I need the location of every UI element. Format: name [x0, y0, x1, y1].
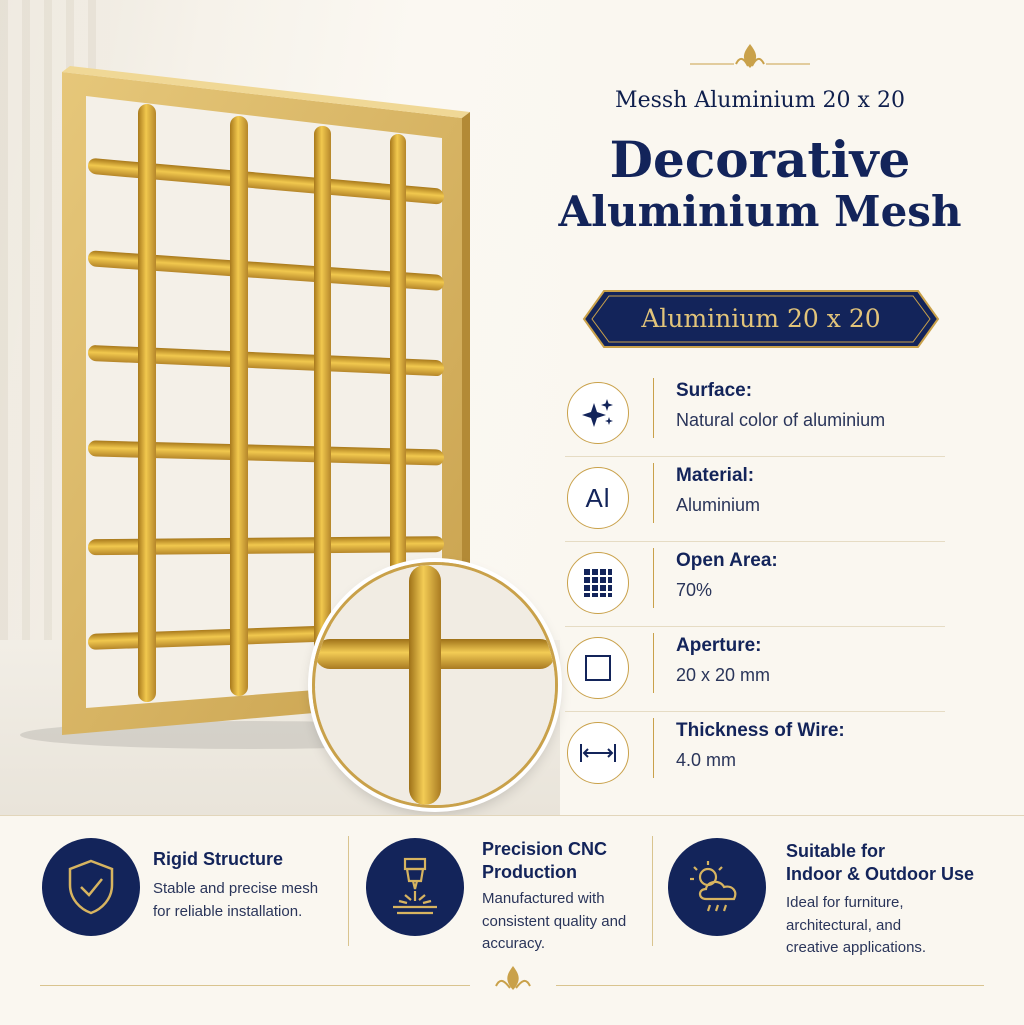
al-symbol-icon	[567, 467, 629, 529]
spec-label: Surface:	[676, 380, 753, 401]
bottom-rule-right	[556, 985, 984, 986]
sparkle-icon	[567, 382, 629, 444]
shield-check-icon	[42, 838, 140, 936]
cnc-laser-icon	[366, 838, 464, 936]
feature-desc-line: consistent quality and	[482, 912, 627, 930]
square-icon	[567, 637, 629, 699]
feature-title	[482, 838, 607, 883]
sun-cloud-rain-icon	[668, 838, 766, 936]
feature-title-line: Precision CNC	[482, 839, 608, 859]
feature-desc-line: architectural, and	[786, 916, 902, 934]
feature-desc-line: creative applications.	[786, 939, 927, 956]
bottom-rule-left	[40, 985, 470, 986]
spec-label: Thickness of Wire:	[676, 720, 845, 741]
wire-closeup-svg	[315, 565, 555, 805]
spec-value: Aluminium	[676, 495, 761, 515]
title-line-1: Decorative	[609, 130, 911, 189]
feature-desc-line: for reliable installation.	[153, 902, 303, 920]
product-subtitle: Messh Aluminium 20 x 20	[615, 88, 905, 113]
spec-row-open-area	[565, 542, 945, 627]
grid-dots-icon	[567, 552, 629, 614]
spec-divider	[653, 548, 654, 608]
spec-label: Open Area:	[676, 550, 778, 571]
spec-divider	[653, 463, 654, 523]
spec-value: 70%	[676, 580, 713, 600]
feature-title-line: Indoor & Outdoor Use	[786, 863, 974, 884]
feature-description	[153, 878, 318, 923]
feature-divider	[348, 836, 349, 946]
spec-divider	[653, 633, 654, 693]
spec-label: Material:	[676, 465, 755, 486]
top-ornament	[690, 40, 810, 72]
spec-value: 4.0 mm	[676, 750, 737, 770]
bottom-ornament	[488, 964, 538, 994]
spec-row-aperture	[565, 627, 945, 712]
feature-desc-line: Stable and precise mesh	[153, 880, 319, 897]
wire-closeup-image	[312, 562, 558, 808]
spec-label: Aperture:	[676, 635, 762, 656]
size-badge: Aluminium 20 x 20	[641, 304, 881, 333]
spec-list	[565, 372, 945, 796]
feature-title: Rigid Structure	[153, 849, 284, 869]
spec-divider	[653, 718, 654, 778]
spec-value: 20 x 20 mm	[676, 665, 771, 685]
spec-row-surface	[565, 372, 945, 457]
feature-description	[482, 888, 626, 956]
page-title	[510, 132, 1010, 235]
feature-desc-line: Manufactured with	[482, 890, 605, 907]
feature-title-line: Production	[482, 861, 577, 882]
al-symbol-text: Al	[585, 482, 611, 513]
feature-description	[786, 892, 926, 960]
feature-desc-line: Ideal for furniture,	[786, 894, 904, 911]
feature-divider	[652, 836, 653, 946]
feature-title	[786, 840, 974, 885]
title-line-2: Aluminium Mesh	[558, 187, 962, 236]
spec-value: Natural color of aluminium	[676, 410, 886, 430]
width-arrow-icon	[567, 722, 629, 784]
feature-desc-line: accuracy.	[482, 935, 546, 952]
spec-divider	[653, 378, 654, 438]
feature-title-line: Suitable for	[786, 841, 886, 861]
spec-row-wire-thickness	[565, 712, 945, 796]
spec-row-material	[565, 457, 945, 542]
